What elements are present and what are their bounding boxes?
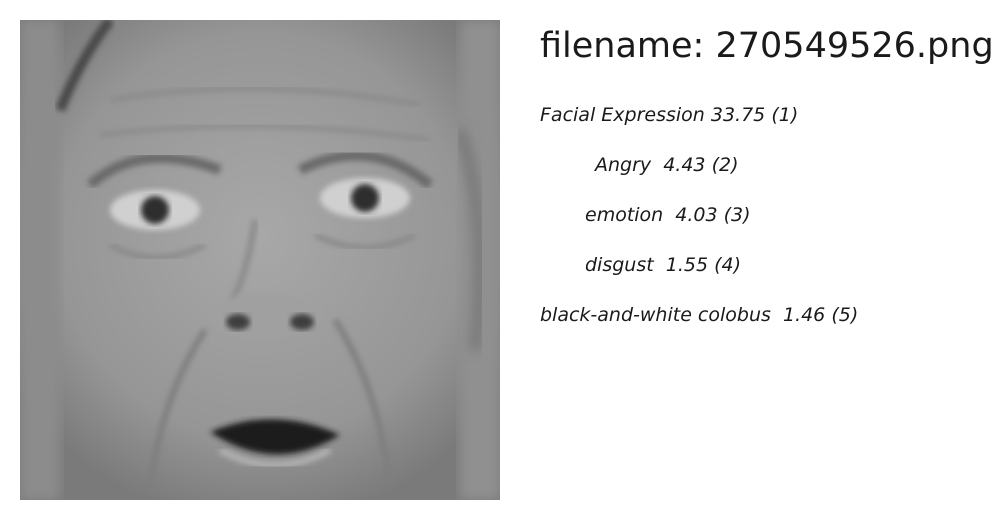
prediction-rank: (3) [723, 204, 751, 226]
prediction-label: disgust [585, 254, 654, 276]
prediction-label: black-and-white colobus [540, 304, 771, 326]
prediction-row [585, 252, 741, 278]
prediction-score: 1.55 [665, 254, 709, 276]
prediction-row [585, 202, 751, 228]
prediction-row [595, 152, 738, 178]
info-panel [540, 22, 994, 326]
prediction-score: 4.03 [675, 204, 718, 226]
prediction-label: emotion [585, 204, 664, 226]
prediction-score: 33.75 [710, 104, 766, 126]
prediction-rank: (1) [771, 104, 799, 126]
prediction-rank: (5) [831, 304, 859, 326]
prediction-label: Angry [595, 154, 652, 176]
prediction-row [540, 302, 858, 328]
prediction-row [540, 102, 798, 128]
filename-value: 270549526.png [715, 26, 994, 66]
prediction-rank: (2) [711, 154, 739, 176]
filename-heading [540, 22, 994, 70]
prediction-label: Facial Expression [540, 104, 705, 126]
filename-label: filename: [540, 26, 705, 66]
prediction-score: 4.43 [663, 154, 706, 176]
prediction-score: 1.46 [782, 304, 826, 326]
prediction-rank: (4) [714, 254, 742, 276]
face-photo [20, 20, 500, 500]
face-image [20, 20, 500, 500]
